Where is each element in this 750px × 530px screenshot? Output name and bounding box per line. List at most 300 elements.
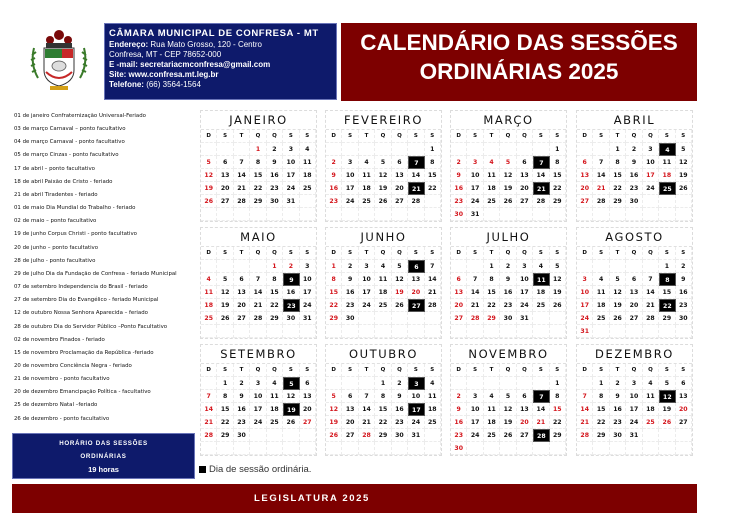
empty-cell bbox=[467, 377, 483, 390]
day-cell: 24 bbox=[250, 416, 266, 429]
day-cell: 15 bbox=[550, 169, 566, 182]
holiday-day-cell: 23 bbox=[326, 195, 342, 208]
day-cell: 20 bbox=[217, 182, 233, 195]
day-cell: 27 bbox=[626, 312, 642, 325]
weekday-header: T bbox=[610, 247, 626, 260]
session-day-cell: 4 bbox=[659, 143, 675, 156]
footer-banner bbox=[12, 484, 697, 513]
weekday-header: Q bbox=[375, 247, 391, 260]
empty-cell bbox=[610, 260, 626, 273]
empty-cell bbox=[342, 208, 358, 221]
empty-cell bbox=[217, 208, 233, 221]
day-cell: 10 bbox=[359, 273, 375, 286]
weekday-header: Q bbox=[500, 130, 516, 143]
holiday-day-cell: 1 bbox=[267, 260, 283, 273]
empty-cell bbox=[359, 208, 375, 221]
empty-cell bbox=[643, 442, 659, 455]
empty-cell bbox=[484, 377, 500, 390]
holiday-day-cell: 2 bbox=[283, 260, 299, 273]
weekday-header: S bbox=[659, 364, 675, 377]
day-cell: 11 bbox=[267, 390, 283, 403]
holiday-item: 07 de setembro Independencia do Brasil - feriado bbox=[14, 284, 148, 291]
month-março bbox=[450, 110, 567, 222]
month-title: FEVEREIRO bbox=[326, 111, 441, 130]
day-cell: 24 bbox=[467, 429, 483, 442]
holiday-day-cell: 28 bbox=[577, 429, 593, 442]
email-line[interactable]: E -mail: secretariacmconfresa@gmail.com bbox=[109, 60, 271, 69]
empty-cell bbox=[593, 442, 609, 455]
holiday-item: 27 de setembro Dia do Evangélico - feriado Municipal bbox=[14, 297, 159, 304]
empty-cell bbox=[201, 442, 217, 455]
day-cell: 2 bbox=[626, 143, 642, 156]
day-cell: 14 bbox=[250, 286, 266, 299]
empty-cell bbox=[408, 143, 424, 156]
month-title: DEZEMBRO bbox=[577, 345, 692, 364]
holiday-day-cell: 2 bbox=[451, 390, 467, 403]
weekday-header: Q bbox=[643, 130, 659, 143]
month-title: MAIO bbox=[201, 228, 316, 247]
empty-cell bbox=[533, 208, 549, 221]
weekday-header: S bbox=[408, 247, 424, 260]
weekday-header: Q bbox=[500, 364, 516, 377]
empty-cell bbox=[283, 442, 299, 455]
day-cell: 6 bbox=[676, 377, 692, 390]
session-day-cell: 17 bbox=[408, 403, 424, 416]
address-line bbox=[109, 40, 336, 50]
day-cell: 18 bbox=[267, 403, 283, 416]
day-cell: 11 bbox=[484, 169, 500, 182]
day-cell: 17 bbox=[300, 286, 316, 299]
day-cell: 13 bbox=[517, 169, 533, 182]
empty-cell bbox=[517, 377, 533, 390]
day-cell: 3 bbox=[250, 377, 266, 390]
day-cell: 9 bbox=[234, 390, 250, 403]
holiday-item: 01 de maio Dia Mundial do Trabalho - feriado bbox=[14, 205, 136, 212]
empty-cell bbox=[500, 143, 516, 156]
holiday-day-cell: 1 bbox=[326, 260, 342, 273]
day-cell: 7 bbox=[593, 156, 609, 169]
day-cell: 7 bbox=[234, 156, 250, 169]
day-cell: 12 bbox=[500, 403, 516, 416]
day-cell: 10 bbox=[517, 273, 533, 286]
empty-cell bbox=[500, 377, 516, 390]
holiday-day-cell: 21 bbox=[577, 416, 593, 429]
day-cell: 22 bbox=[550, 416, 566, 429]
empty-cell bbox=[610, 325, 626, 338]
day-cell: 18 bbox=[533, 286, 549, 299]
holiday-item: 18 de abril Paixão de Cristo - feriado bbox=[14, 178, 113, 185]
empty-cell bbox=[359, 312, 375, 325]
holiday-item: 17 de abril – ponto facultativo bbox=[14, 165, 95, 172]
day-cell: 1 bbox=[375, 377, 391, 390]
empty-cell bbox=[326, 377, 342, 390]
day-cell: 13 bbox=[392, 169, 408, 182]
holiday-day-cell: 31 bbox=[577, 325, 593, 338]
day-cell: 21 bbox=[425, 286, 441, 299]
schedule-line-1: HORÁRIO DAS SESSÕES bbox=[59, 440, 148, 447]
holiday-day-cell: 3 bbox=[467, 156, 483, 169]
empty-cell bbox=[342, 143, 358, 156]
day-cell: 6 bbox=[626, 273, 642, 286]
holiday-item: 01 de janeiro Confraternização Universal-Feriado bbox=[14, 113, 146, 119]
day-cell: 9 bbox=[626, 156, 642, 169]
holiday-day-cell: 7 bbox=[577, 390, 593, 403]
holiday-day-cell: 28 bbox=[201, 429, 217, 442]
holiday-day-cell: 18 bbox=[201, 299, 217, 312]
day-cell: 30 bbox=[610, 429, 626, 442]
day-cell: 22 bbox=[267, 299, 283, 312]
day-cell: 26 bbox=[392, 299, 408, 312]
empty-cell bbox=[577, 442, 593, 455]
day-cell: 8 bbox=[250, 156, 266, 169]
empty-cell bbox=[451, 377, 467, 390]
weekday-header: Q bbox=[250, 247, 266, 260]
day-cell: 4 bbox=[643, 377, 659, 390]
empty-cell bbox=[392, 442, 408, 455]
day-cell: 28 bbox=[250, 312, 266, 325]
empty-cell bbox=[467, 442, 483, 455]
empty-cell bbox=[201, 208, 217, 221]
session-day-cell: 25 bbox=[659, 182, 675, 195]
legend bbox=[199, 464, 311, 475]
day-cell: 8 bbox=[550, 156, 566, 169]
day-cell: 23 bbox=[626, 182, 642, 195]
empty-cell bbox=[283, 325, 299, 338]
weekday-header: S bbox=[283, 130, 299, 143]
day-cell: 29 bbox=[610, 195, 626, 208]
month-maio bbox=[200, 227, 317, 339]
site-line[interactable]: Site: www.confresa.mt.leg.br bbox=[109, 70, 219, 79]
session-day-cell: 19 bbox=[283, 403, 299, 416]
holiday-day-cell: 8 bbox=[326, 273, 342, 286]
day-cell: 23 bbox=[676, 299, 692, 312]
day-cell: 5 bbox=[610, 273, 626, 286]
holiday-day-cell: 20 bbox=[517, 416, 533, 429]
day-cell: 25 bbox=[484, 429, 500, 442]
day-cell: 6 bbox=[392, 156, 408, 169]
empty-cell bbox=[267, 442, 283, 455]
holiday-day-cell: 12 bbox=[326, 403, 342, 416]
weekday-header: D bbox=[326, 364, 342, 377]
empty-cell bbox=[484, 325, 500, 338]
holiday-day-cell: 4 bbox=[201, 273, 217, 286]
empty-cell bbox=[626, 208, 642, 221]
day-cell: 2 bbox=[392, 377, 408, 390]
weekday-header: Q bbox=[267, 247, 283, 260]
day-cell: 18 bbox=[593, 299, 609, 312]
day-cell: 6 bbox=[342, 390, 358, 403]
empty-cell bbox=[593, 260, 609, 273]
empty-cell bbox=[326, 143, 342, 156]
day-cell: 15 bbox=[250, 169, 266, 182]
session-day-cell: 7 bbox=[533, 156, 549, 169]
weekday-header: S bbox=[467, 130, 483, 143]
day-cell: 22 bbox=[610, 182, 626, 195]
day-cell: 2 bbox=[610, 377, 626, 390]
weekday-header: S bbox=[550, 130, 566, 143]
day-cell: 3 bbox=[626, 377, 642, 390]
empty-cell bbox=[550, 325, 566, 338]
day-cell: 22 bbox=[250, 182, 266, 195]
empty-cell bbox=[643, 429, 659, 442]
holiday-day-cell: 3 bbox=[577, 273, 593, 286]
day-cell: 19 bbox=[500, 182, 516, 195]
weekday-header: Q bbox=[643, 247, 659, 260]
day-cell: 27 bbox=[217, 195, 233, 208]
day-cell: 26 bbox=[375, 195, 391, 208]
day-cell: 2 bbox=[500, 260, 516, 273]
weekday-header: T bbox=[484, 130, 500, 143]
empty-cell bbox=[392, 143, 408, 156]
day-cell: 23 bbox=[392, 416, 408, 429]
holiday-day-cell: 5 bbox=[326, 390, 342, 403]
day-cell: 25 bbox=[593, 312, 609, 325]
empty-cell bbox=[533, 143, 549, 156]
day-cell: 10 bbox=[408, 390, 424, 403]
empty-cell bbox=[250, 260, 266, 273]
holiday-day-cell: 30 bbox=[451, 442, 467, 455]
day-cell: 16 bbox=[500, 286, 516, 299]
day-cell: 25 bbox=[484, 195, 500, 208]
day-cell: 18 bbox=[484, 182, 500, 195]
day-cell: 6 bbox=[217, 156, 233, 169]
weekday-header: S bbox=[676, 364, 692, 377]
weekday-header: Q bbox=[517, 364, 533, 377]
empty-cell bbox=[250, 442, 266, 455]
day-cell: 4 bbox=[300, 143, 316, 156]
day-cell: 27 bbox=[676, 416, 692, 429]
day-cell: 29 bbox=[267, 312, 283, 325]
empty-cell bbox=[577, 208, 593, 221]
empty-cell bbox=[326, 442, 342, 455]
weekday-header: Q bbox=[392, 130, 408, 143]
day-cell: 16 bbox=[392, 403, 408, 416]
empty-cell bbox=[300, 325, 316, 338]
empty-cell bbox=[533, 312, 549, 325]
empty-cell bbox=[283, 208, 299, 221]
day-cell: 23 bbox=[500, 299, 516, 312]
weekday-header: S bbox=[283, 364, 299, 377]
day-cell: 22 bbox=[425, 182, 441, 195]
phone-label: Telefone: bbox=[109, 80, 144, 89]
empty-cell bbox=[201, 143, 217, 156]
month-title: SETEMBRO bbox=[201, 345, 316, 364]
day-cell: 26 bbox=[500, 429, 516, 442]
day-cell: 1 bbox=[484, 260, 500, 273]
day-cell: 14 bbox=[425, 273, 441, 286]
holiday-day-cell: 14 bbox=[577, 403, 593, 416]
day-cell: 5 bbox=[392, 260, 408, 273]
empty-cell bbox=[676, 325, 692, 338]
empty-cell bbox=[643, 260, 659, 273]
day-cell: 22 bbox=[593, 416, 609, 429]
holiday-day-cell: 5 bbox=[500, 156, 516, 169]
day-cell: 19 bbox=[550, 286, 566, 299]
holiday-day-cell: 23 bbox=[451, 429, 467, 442]
day-cell: 5 bbox=[217, 273, 233, 286]
empty-cell bbox=[267, 429, 283, 442]
schedule-line-2: ORDINÁRIAS bbox=[80, 453, 127, 460]
day-cell: 3 bbox=[342, 156, 358, 169]
empty-cell bbox=[392, 312, 408, 325]
weekday-header: T bbox=[610, 364, 626, 377]
day-cell: 21 bbox=[467, 299, 483, 312]
day-cell: 2 bbox=[342, 260, 358, 273]
day-cell: 25 bbox=[533, 299, 549, 312]
day-cell: 15 bbox=[659, 286, 675, 299]
session-day-cell: 23 bbox=[283, 299, 299, 312]
empty-cell bbox=[234, 442, 250, 455]
day-cell: 26 bbox=[610, 312, 626, 325]
holiday-item: 20 de junho – ponto facultativo bbox=[14, 244, 99, 251]
day-cell: 5 bbox=[676, 143, 692, 156]
empty-cell bbox=[467, 260, 483, 273]
day-cell: 18 bbox=[375, 286, 391, 299]
day-cell: 30 bbox=[342, 312, 358, 325]
day-cell: 30 bbox=[676, 312, 692, 325]
schedule-time: 19 horas bbox=[88, 465, 119, 474]
empty-cell bbox=[533, 442, 549, 455]
day-cell: 2 bbox=[234, 377, 250, 390]
empty-cell bbox=[342, 442, 358, 455]
weekday-header: S bbox=[300, 364, 316, 377]
empty-cell bbox=[375, 312, 391, 325]
day-cell: 21 bbox=[643, 299, 659, 312]
footer-label: LEGISLATURA 2025 bbox=[254, 493, 370, 504]
day-cell: 16 bbox=[676, 286, 692, 299]
day-cell: 14 bbox=[234, 169, 250, 182]
day-cell: 17 bbox=[250, 403, 266, 416]
empty-cell bbox=[201, 377, 217, 390]
day-cell: 16 bbox=[626, 169, 642, 182]
day-cell: 29 bbox=[659, 312, 675, 325]
weekday-header: Q bbox=[517, 130, 533, 143]
session-day-cell: 8 bbox=[659, 273, 675, 286]
holiday-day-cell: 20 bbox=[451, 299, 467, 312]
day-cell: 29 bbox=[550, 195, 566, 208]
day-cell: 8 bbox=[550, 390, 566, 403]
day-cell: 24 bbox=[517, 299, 533, 312]
day-cell: 4 bbox=[484, 390, 500, 403]
day-cell: 22 bbox=[217, 416, 233, 429]
empty-cell bbox=[408, 312, 424, 325]
day-cell: 31 bbox=[283, 195, 299, 208]
day-cell: 16 bbox=[610, 403, 626, 416]
holiday-item: 02 de maio – ponto facultativo bbox=[14, 218, 97, 225]
day-cell: 19 bbox=[217, 299, 233, 312]
day-cell: 3 bbox=[517, 260, 533, 273]
day-cell: 17 bbox=[517, 286, 533, 299]
empty-cell bbox=[392, 208, 408, 221]
empty-cell bbox=[643, 325, 659, 338]
city-line: Confresa, MT - CEP 78652-000 bbox=[109, 50, 222, 59]
day-cell: 5 bbox=[550, 260, 566, 273]
holiday-day-cell: 6 bbox=[451, 273, 467, 286]
holiday-item: 29 de julho Dia da Fundação de Confresa - feriado Municipal bbox=[14, 270, 177, 277]
empty-cell bbox=[517, 325, 533, 338]
day-cell: 26 bbox=[500, 195, 516, 208]
weekday-header: S bbox=[593, 130, 609, 143]
holiday-item: 26 de dezembro - ponto facultativo bbox=[14, 415, 110, 422]
weekday-header: D bbox=[451, 247, 467, 260]
holiday-day-cell: 16 bbox=[326, 182, 342, 195]
day-cell: 9 bbox=[500, 273, 516, 286]
day-cell: 2 bbox=[676, 260, 692, 273]
weekday-header: Q bbox=[392, 364, 408, 377]
weekday-header: S bbox=[533, 247, 549, 260]
weekday-header: D bbox=[326, 247, 342, 260]
holiday-item: 03 de março Carnaval – ponto facultativo bbox=[14, 126, 126, 133]
day-cell: 5 bbox=[500, 390, 516, 403]
holiday-day-cell: 2 bbox=[326, 156, 342, 169]
empty-cell bbox=[451, 260, 467, 273]
day-cell: 23 bbox=[610, 416, 626, 429]
weekday-header: S bbox=[217, 364, 233, 377]
address-value: Rua Mato Grosso, 120 - Centro bbox=[148, 40, 262, 49]
weekday-header: D bbox=[201, 364, 217, 377]
empty-cell bbox=[610, 442, 626, 455]
day-cell: 9 bbox=[392, 390, 408, 403]
day-cell: 15 bbox=[593, 403, 609, 416]
day-cell: 13 bbox=[234, 286, 250, 299]
empty-cell bbox=[425, 208, 441, 221]
weekday-header: D bbox=[326, 130, 342, 143]
day-cell: 29 bbox=[593, 429, 609, 442]
day-cell: 3 bbox=[300, 260, 316, 273]
empty-cell bbox=[217, 325, 233, 338]
session-day-cell: 6 bbox=[408, 260, 424, 273]
empty-cell bbox=[283, 429, 299, 442]
empty-cell bbox=[300, 429, 316, 442]
empty-cell bbox=[484, 442, 500, 455]
session-day-cell: 28 bbox=[533, 429, 549, 442]
page-title bbox=[341, 23, 697, 101]
empty-cell bbox=[659, 442, 675, 455]
session-day-cell: 3 bbox=[408, 377, 424, 390]
holiday-day-cell: 12 bbox=[201, 169, 217, 182]
day-cell: 30 bbox=[626, 195, 642, 208]
day-cell: 19 bbox=[500, 416, 516, 429]
day-cell: 10 bbox=[342, 169, 358, 182]
weekday-header: D bbox=[577, 364, 593, 377]
day-cell: 29 bbox=[250, 195, 266, 208]
empty-cell bbox=[484, 208, 500, 221]
day-cell: 7 bbox=[643, 273, 659, 286]
day-cell: 11 bbox=[643, 390, 659, 403]
empty-cell bbox=[500, 208, 516, 221]
month-janeiro bbox=[200, 110, 317, 222]
day-cell: 31 bbox=[408, 429, 424, 442]
day-cell: 16 bbox=[267, 169, 283, 182]
empty-cell bbox=[577, 260, 593, 273]
weekday-header: S bbox=[593, 364, 609, 377]
weekday-header: S bbox=[533, 130, 549, 143]
empty-cell bbox=[375, 143, 391, 156]
empty-cell bbox=[610, 208, 626, 221]
empty-cell bbox=[267, 325, 283, 338]
weekday-header: S bbox=[408, 130, 424, 143]
holiday-day-cell: 14 bbox=[201, 403, 217, 416]
day-cell: 27 bbox=[392, 195, 408, 208]
day-cell: 16 bbox=[234, 403, 250, 416]
holiday-item: 15 de novembro Proclamação da República -feriado bbox=[14, 349, 154, 356]
weekday-header: Q bbox=[250, 364, 266, 377]
session-square-icon bbox=[199, 466, 206, 473]
day-cell: 10 bbox=[626, 390, 642, 403]
coat-of-arms-logo bbox=[28, 26, 90, 94]
empty-cell bbox=[676, 208, 692, 221]
month-abril bbox=[576, 110, 693, 222]
